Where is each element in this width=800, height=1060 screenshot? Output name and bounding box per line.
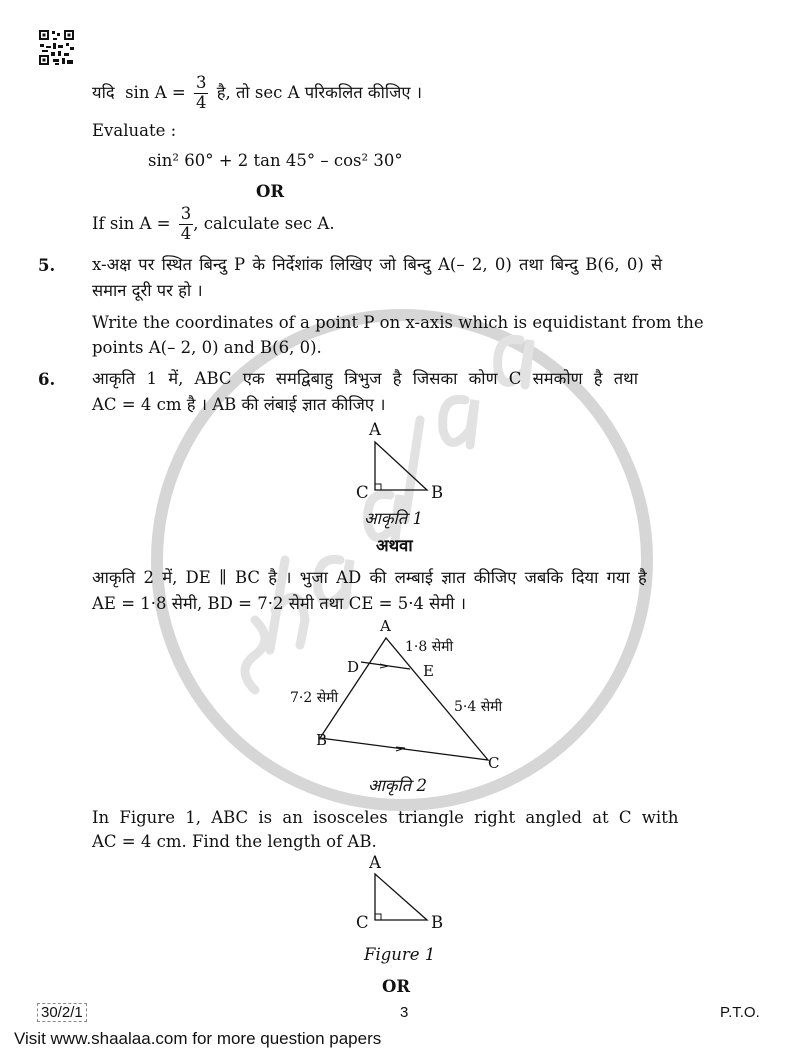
vertex-label-a: A bbox=[369, 853, 381, 872]
vertex-label-b: B bbox=[431, 913, 444, 932]
question-number: 5. bbox=[38, 256, 56, 275]
q5-hindi-line: x-अक्ष पर स्थित बिन्दु P के निर्देशांक लिखिए जो बिन्दु A(– 2, 0) तथा बिन्दु B(6, 0) से bbox=[92, 255, 663, 274]
fraction-numerator: 3 bbox=[180, 204, 192, 223]
figure1-triangle bbox=[375, 442, 427, 490]
q4-hindi-prefix: यदि sin A = bbox=[92, 82, 186, 102]
or-label: OR bbox=[382, 977, 411, 996]
trig-expression: sin² 60° + 2 tan 45° – cos² 30° bbox=[148, 151, 403, 170]
paper-code: 30/2/1 bbox=[37, 1003, 87, 1022]
q4-hindi-suffix: है, तो sec A परिकलित कीजिए । bbox=[216, 82, 423, 102]
q4-english-suffix: , calculate sec A. bbox=[193, 213, 335, 233]
or-hindi-label: अथवा bbox=[376, 536, 413, 555]
figure1-caption: आकृति 1 bbox=[364, 509, 423, 528]
vertex-label-c: C bbox=[356, 483, 369, 502]
page-number: 3 bbox=[400, 1004, 409, 1021]
q6-hindi-line: आकृति 1 में, ABC एक समद्विबाहु त्रिभुज है जिसका कोण C समकोण है तथा bbox=[92, 369, 638, 388]
q5-english-line: Write the coordinates of a point P on x-axis which is equidistant from the bbox=[92, 313, 704, 332]
visit-shaalaa-link[interactable]: Visit www.shaalaa.com for more question papers bbox=[14, 1029, 382, 1048]
vertex-label-a: A bbox=[380, 617, 391, 635]
length-label-bd: 7·2 सेमी bbox=[290, 690, 339, 706]
vertex-label-e: E bbox=[423, 662, 434, 680]
figure1-caption-english: Figure 1 bbox=[364, 945, 436, 964]
q6-hindi-line: AC = 4 cm है । AB की लंबाई ज्ञात कीजिए । bbox=[92, 395, 386, 414]
q5-english-line: points A(– 2, 0) and B(6, 0). bbox=[92, 338, 322, 357]
figure2-caption: आकृति 2 bbox=[368, 776, 427, 795]
fraction-denominator: 4 bbox=[195, 92, 207, 112]
pto-label: P.T.O. bbox=[720, 1004, 760, 1021]
vertex-label-a: A bbox=[369, 420, 381, 439]
fraction-denominator: 4 bbox=[180, 223, 192, 243]
evaluate-label: Evaluate : bbox=[92, 121, 177, 140]
q6-alt-hindi-line: AE = 1·8 सेमी, BD = 7·2 सेमी तथा CE = 5·4 सेमी । bbox=[92, 594, 466, 613]
vertex-label-c: C bbox=[356, 913, 369, 932]
fraction-numerator: 3 bbox=[195, 73, 207, 92]
q6-english-line: AC = 4 cm. Find the length of AB. bbox=[92, 832, 377, 851]
q6-alt-hindi-line: आकृति 2 में, DE ∥ BC है । भुजा AD की लम्बाई ज्ञात कीजिए जबकि दिया गया है bbox=[92, 568, 647, 587]
length-label-ce: 5·4 सेमी bbox=[454, 699, 503, 715]
vertex-label-b: B bbox=[431, 483, 444, 502]
vertex-label-c: C bbox=[488, 754, 500, 772]
length-label-ae: 1·8 सेमी bbox=[405, 639, 454, 655]
q5-hindi-line: समान दूरी पर हो । bbox=[92, 281, 203, 300]
figure1-english-triangle bbox=[375, 874, 427, 920]
question-number: 6. bbox=[38, 370, 56, 389]
or-label: OR bbox=[256, 182, 285, 201]
vertex-label-b: B bbox=[316, 731, 328, 749]
vertex-label-d: D bbox=[347, 658, 360, 676]
q4-english-prefix: If sin A = bbox=[92, 213, 171, 233]
q6-english-line: In Figure 1, ABC is an isosceles triangle right angled at C with bbox=[92, 808, 679, 827]
